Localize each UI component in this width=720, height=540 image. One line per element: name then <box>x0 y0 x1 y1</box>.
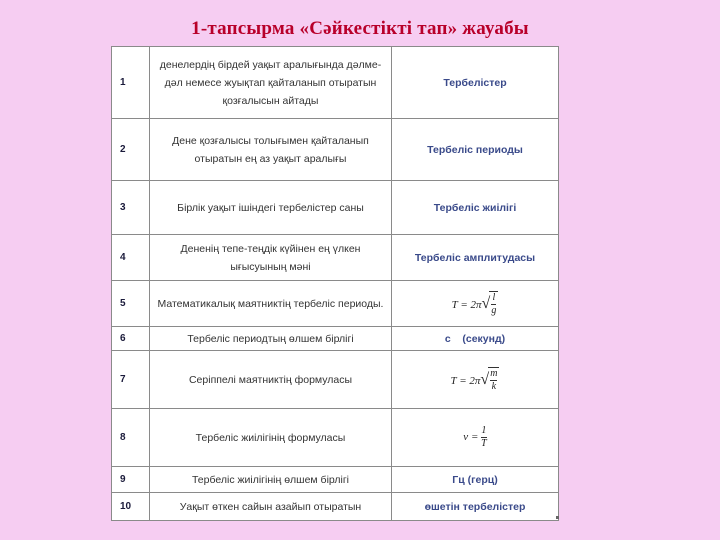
formula-symbol: = <box>460 298 468 311</box>
formula-symbol: = <box>459 374 467 387</box>
sqrt-sign: √ $\frac{m}{k}$ <box>480 367 498 392</box>
pendulum-period-formula <box>451 291 499 316</box>
definition-cell: Серіппелі маятниктің формуласы <box>150 351 392 409</box>
fraction <box>490 368 497 393</box>
row-number: 3 <box>112 181 150 235</box>
row-number: 10 <box>112 493 150 521</box>
numerator: 1 <box>481 425 487 436</box>
table-row <box>112 327 559 351</box>
definition-cell: Дене қозғалысы толығымен қайталанып отыратын ең аз уақыт аралығы <box>150 119 392 181</box>
answer-cell: Тербеліс амплитудасы <box>392 235 559 281</box>
answer-cell-formula <box>392 281 559 327</box>
row-number: 2 <box>112 119 150 181</box>
answer-cell: Гц (герц) <box>392 467 559 493</box>
answer-cell-formula <box>392 409 559 467</box>
table-row <box>112 467 559 493</box>
definition-cell: денелердің бірдей уақыт аралығында дәлме-дәл немесе жуықтап қайталанып отыратын қозғалысын айтады <box>150 47 392 119</box>
row-number: 8 <box>112 409 150 467</box>
table-row <box>112 181 559 235</box>
table-row <box>112 409 559 467</box>
table-row <box>112 351 559 409</box>
answer-cell-formula <box>392 351 559 409</box>
definition-cell: Математикалық маятниктің тербеліс периоды. <box>150 281 392 327</box>
answer-cell: Тербелістер <box>392 47 559 119</box>
formula-symbol: 2π <box>470 298 482 311</box>
definition-cell: Тербеліс жиілігінің формуласы <box>150 409 392 467</box>
answer-cell: өшетін тербелістер <box>392 493 559 521</box>
row-number: 1 <box>112 47 150 119</box>
sqrt-sign: √ $\frac{l}{g}$ <box>481 291 497 316</box>
answer-table <box>111 46 559 521</box>
answer-table-sheet <box>111 46 558 520</box>
numerator: m <box>490 367 498 379</box>
formula-symbol: T <box>450 374 457 387</box>
slide-title: 1-тапсырма «Сәйкестікті тап» жауабы <box>191 18 529 39</box>
row-number: 9 <box>112 467 150 493</box>
row-number: 7 <box>112 351 150 409</box>
definition-cell: Дененің тепе-теңдік күйінен ең үлкен ығысуының мәні <box>150 235 392 281</box>
corner-mark <box>556 516 559 519</box>
definition-cell: Тербеліс периодтың өлшем бірлігі <box>150 327 392 351</box>
formula-symbol: 2π <box>469 374 481 387</box>
answer-cell: с (секунд) <box>392 327 559 351</box>
denominator: g <box>491 304 497 316</box>
table-row <box>112 235 559 281</box>
table-row <box>112 281 559 327</box>
table-row <box>112 493 559 521</box>
definition-cell: Тербеліс жиілігінің өлшем бірлігі <box>150 467 392 493</box>
row-number: 5 <box>112 281 150 327</box>
definition-cell: Бірлік уақыт ішіндегі тербелістер саны <box>150 181 392 235</box>
formula-symbol: T <box>451 298 458 311</box>
answer-cell: Тербеліс периоды <box>392 119 559 181</box>
row-number: 4 <box>112 235 150 281</box>
formula-symbol: ν <box>463 431 469 444</box>
fraction <box>491 292 496 317</box>
denominator: k <box>491 380 497 392</box>
denominator: T <box>481 438 487 449</box>
frequency-formula <box>463 425 487 449</box>
row-number: 6 <box>112 327 150 351</box>
table-row <box>112 119 559 181</box>
numerator: l <box>492 291 496 303</box>
table-row <box>112 47 559 119</box>
formula-symbol: = <box>470 431 479 444</box>
fraction <box>481 425 487 450</box>
spring-pendulum-formula <box>450 367 500 392</box>
answer-cell: Тербеліс жиілігі <box>392 181 559 235</box>
definition-cell: Уақыт өткен сайын азайып отыратын <box>150 493 392 521</box>
